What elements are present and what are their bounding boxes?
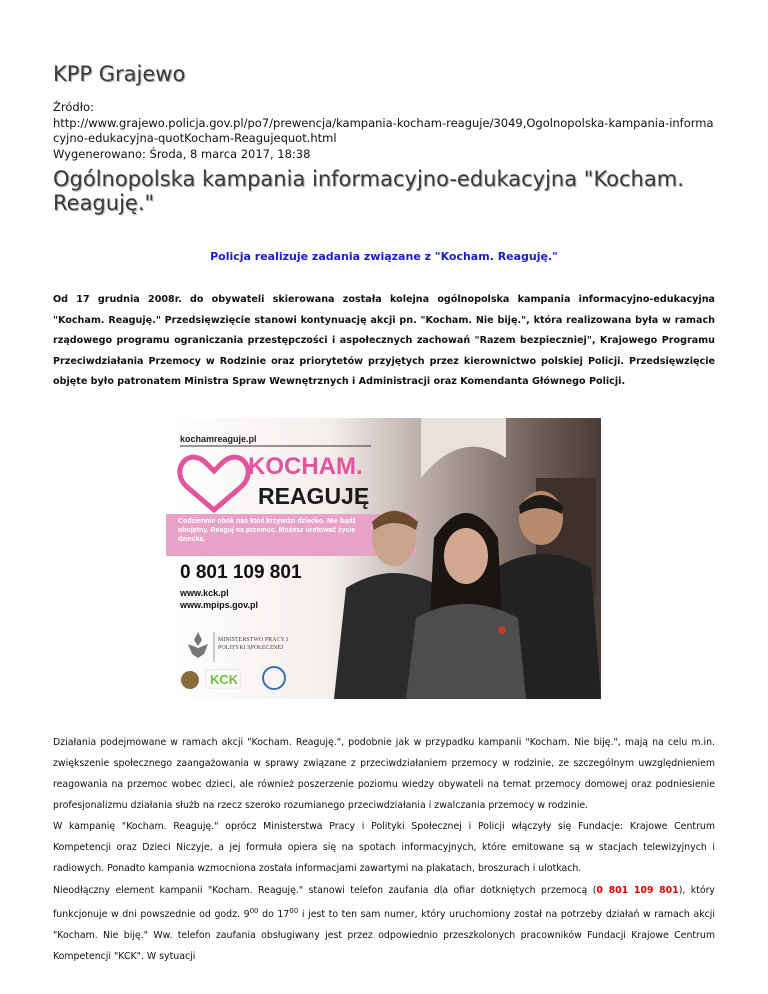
p3-part-a: Nieodłączny element kampanii "Kocham. Reaguję." stanowi telefon zaufania dla ofiar dotkniętych przemocą ( bbox=[53, 885, 597, 896]
article-paragraph-3 bbox=[53, 880, 715, 967]
article-lead: Policja realizuje zadania związane z "Kocham. Reaguję." bbox=[210, 250, 558, 263]
banner-phone: 0 801 109 801 bbox=[180, 562, 302, 583]
campaign-banner bbox=[166, 418, 601, 699]
article-paragraph-2: W kampanię "Kocham. Reaguję." oprócz Ministerstwa Pracy i Polityki Społecznej i Policji włączyły się Fundacje: Krajowe Centrum Kompetencji oraz Dzieci Niczyje, a jej formuła opiera się na spotach informacyjnych, które emitowane są w stacjach telewizyjnych i radiowych. Ponadto kampania wzmocniona została informacjami zawartymi na plakatach, broszurach i ulotkach. bbox=[53, 821, 715, 874]
article-intro: Od 17 grudnia 2008r. do obywateli skierowana została kolejna ogólnopolska kampania informacyjno-edukacyjna "Kocham. Reaguję." Przedsięwzięcie stanowi kontynuację akcji pn. "Kocham. Nie biję.", która realizowana była w ramach rządowego programu ograniczania przestępczości i aspołecznych zachowań "Razem bezpieczniej", Krajowego Programu Przeciwdziałania Przemocy w Rodzinie oraz priorytetów przyjętych przez kierownictwo polskiej Policji. Przedsięwzięcie objęte było patronatem Ministra Spraw Wewnętrznych i Administracji oraz Komendanta Głównego Policji. bbox=[53, 294, 715, 387]
heart-pin-icon bbox=[498, 626, 506, 634]
hotline-number: 0 801 109 801 bbox=[596, 885, 679, 896]
article-title: Ogólnopolska kampania informacyjno-edukacyjna "Kocham. Reaguję." bbox=[53, 167, 684, 215]
article-paragraph-1: Działania podejmowane w ramach akcji "Kocham. Reaguję.", podobnie jak w przypadku kampanii "Kocham. Nie biję.", mają na celu m.in. zwiększenie społecznego zaangażowania w sprawy związane z przeciwdziałaniem przemocy w rodzinie, ze szczególnym uwzględnieniem reagowania na przemoc wobec dzieci, ale również poszerzenie poziomu wiedzy obywateli na temat przemocy domowej oraz podniesienie profesjonalizmu działania służb na rzecz szeroko rozumianego przeciwdziałania i zwalczania przemocy w rodzinie. bbox=[53, 737, 715, 811]
pink-band-text: Codziennie obok nas ktoś krzywdzi dziecko. Nie bądź obojętny. Reaguj na przemoc. Możesz uratować życie dziecka. bbox=[178, 518, 356, 543]
source-meta bbox=[53, 100, 718, 162]
person-center-head bbox=[444, 528, 488, 584]
logo-reaguje: REAGUJĘ bbox=[258, 483, 370, 509]
campaign-people bbox=[334, 491, 601, 699]
p3-part-b: ), który funkcjonuje w dni powszednie od godz. 9 bbox=[53, 885, 715, 921]
p3-part-c: do 17 bbox=[258, 909, 290, 921]
generated-date: Wygenerowano: Środa, 8 marca 2017, 18:38 bbox=[53, 146, 311, 161]
banner-url-kck: www.kck.pl bbox=[180, 588, 229, 598]
pink-band-text-wrap bbox=[178, 517, 378, 555]
hand-logo-icon bbox=[181, 671, 199, 689]
ministry-name: MINISTERSTWO PRACY I POLITYKI SPOŁECZNEJ bbox=[218, 637, 289, 651]
banner-url-mpips: www.mpips.gov.pl bbox=[180, 600, 259, 610]
banner-site-url: kochamreaguje.pl bbox=[180, 434, 257, 444]
source-label: Źródło: bbox=[53, 100, 94, 114]
ministry-text-wrap bbox=[218, 636, 308, 662]
source-url[interactable]: http://www.grajewo.policja.gov.pl/po7/prewencja/kampania-kocham-reaguje/3049,Ogolnopolska-kampania-informacyjno-edukacyjna-quotKocham-Reagujequot.html bbox=[53, 115, 714, 145]
hour-end-sup: 00 bbox=[289, 907, 299, 915]
logo-kocham: KOCHAM. bbox=[248, 453, 363, 480]
kck-logo: KCK bbox=[210, 672, 239, 687]
person-center-top bbox=[406, 604, 526, 699]
p3-part-d: i jest to ten sam numer, który uruchomiony został na potrzeby działań w ramach akcji "Kocham. Nie biję." Ww. telefon zaufania obsługiwany jest przez odpowiednio przeszkolonych pracowników Fundacji Krajowe Centrum Kompetencji "KCK". W sytuacji bbox=[53, 909, 716, 963]
site-title: KPP Grajewo bbox=[53, 62, 186, 86]
hour-start-sup: 00 bbox=[249, 907, 259, 915]
